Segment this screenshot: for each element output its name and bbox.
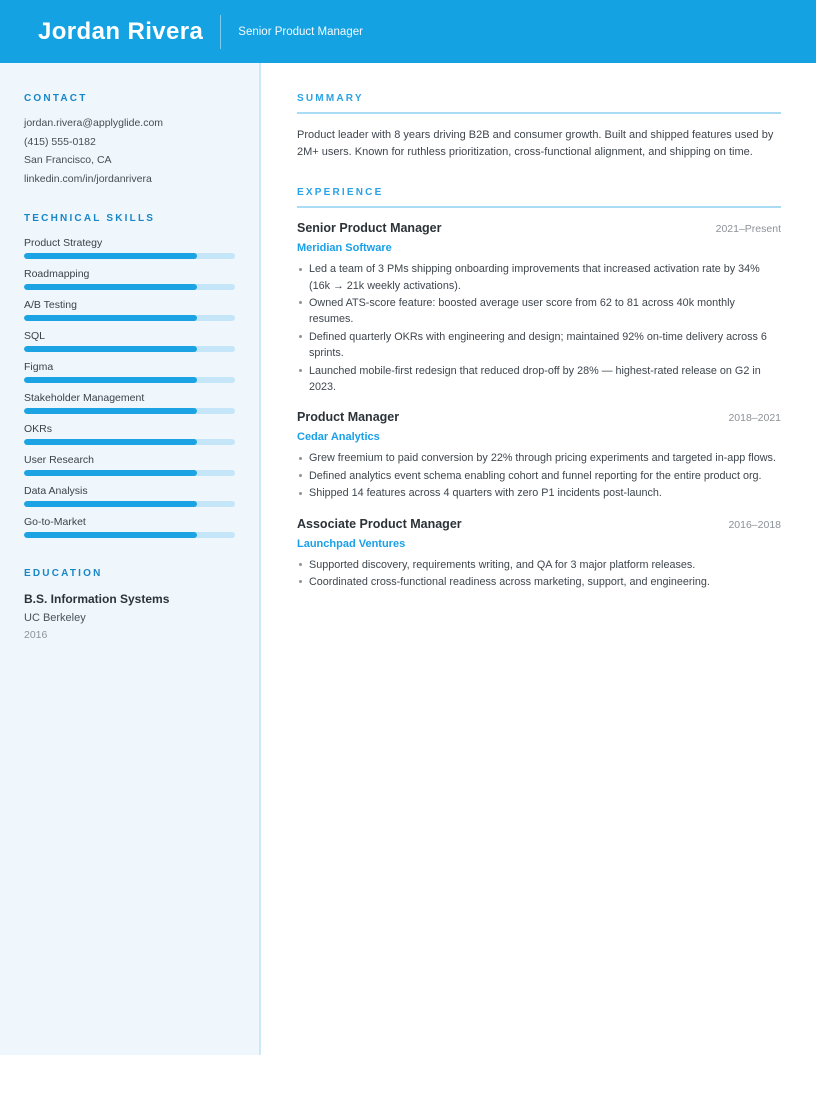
skill-item [24,330,235,352]
job-dates: 2018–2021 [728,412,781,425]
skills-section [24,213,235,538]
job-bullet: Defined quarterly OKRs with engineering and design; maintained 92% on-time delivery across 6 sprints. [297,329,781,362]
skill-item [24,361,235,383]
skill-bar-fill [24,284,197,290]
skill-bar-fill [24,377,197,383]
skill-bar-fill [24,501,197,507]
contact-email: jordan.rivera@applyglide.com [24,117,164,129]
job-title: Senior Product Manager [297,221,442,236]
skill-label: SQL [24,330,46,342]
skill-bar [24,532,235,538]
job-dates: 2021–Present [715,223,781,236]
sidebar [0,63,261,1055]
skill-bar-fill [24,439,197,445]
skill-bar [24,284,235,290]
skill-bar [24,315,235,321]
job-bullet: Coordinated cross-functional readiness across marketing, support, and engineering. [297,574,781,590]
skill-item [24,485,235,507]
skill-item [24,299,235,321]
skill-item [24,423,235,445]
job-dates: 2016–2018 [728,518,781,531]
contact-heading: CONTACT [24,93,88,104]
main-content [261,63,816,605]
content-columns [0,63,816,1055]
skill-label: A/B Testing [24,299,77,311]
job-company: Meridian Software [297,242,392,255]
job-bullet: Launched mobile-first redesign that reduced drop-off by 28% — highest-rated release on G2 in 2023. [297,363,781,396]
job-title: Product Manager [297,410,400,425]
skill-label: Data Analysis [24,485,88,497]
skill-bar-fill [24,346,197,352]
summary-text: Product leader with 8 years driving B2B and consumer growth. Built and shipped features used by 2M+ users. Known for ruthless prioritization, cross-functional alignment, and shipping on time. [297,129,774,159]
skill-bar [24,408,235,414]
skill-bar [24,253,235,259]
skill-label: Product Strategy [24,237,103,249]
skill-item [24,454,235,476]
contact-linkedin: linkedin.com/in/jordanrivera [24,172,152,185]
job-entry [297,221,781,395]
header [0,0,816,63]
skill-item [24,516,235,538]
skill-label: Roadmapping [24,268,90,280]
job-bullet: Owned ATS-score feature: boosted average user score from 62 to 81 across 40k monthly resumes. [297,295,781,328]
person-title: Senior Product Manager [238,25,363,38]
skill-bar-fill [24,315,197,321]
education-section [24,568,235,641]
job-header [297,517,781,531]
job-bullet: Grew freemium to paid conversion by 22% through pricing experiments and targeted in-app flows. [297,450,781,466]
header-divider [220,15,221,49]
summary-heading: SUMMARY [297,93,781,114]
job-bullet: Defined analytics event schema enabling cohort and funnel reporting for the entire product org. [297,468,781,484]
skill-bar-fill [24,470,197,476]
job-company: Launchpad Ventures [297,537,406,550]
job-bullets [297,557,781,591]
job-bullet: Led a team of 3 PMs shipping onboarding improvements that increased activation rate by 34% (16k → 21k weekly activations). [297,261,781,294]
education-heading: EDUCATION [24,568,103,579]
education-degree: B.S. Information Systems [24,592,170,606]
person-name: Jordan Rivera [38,17,204,45]
skill-item [24,392,235,414]
contact-location: San Francisco, CA [24,154,112,166]
job-company: Cedar Analytics [297,431,380,444]
skill-label: Go-to-Market [24,516,86,528]
skill-label: Figma [24,361,54,373]
job-entry [297,517,781,591]
skill-bar [24,439,235,445]
skill-bar-fill [24,408,197,414]
job-header [297,221,781,235]
skill-bar-fill [24,532,197,538]
job-bullet: Shipped 14 features across 4 quarters with zero P1 incidents post-launch. [297,485,781,501]
job-title: Associate Product Manager [297,516,462,531]
education-year: 2016 [24,629,48,641]
job-bullet: Supported discovery, requirements writing, and QA for 3 major platform releases. [297,557,781,573]
skill-label: Stakeholder Management [24,392,145,404]
skill-bar [24,470,235,476]
skill-label: User Research [24,454,95,466]
contact-section [24,93,235,185]
experience-section [297,187,781,590]
skill-bar [24,346,235,352]
skill-item [24,237,235,259]
job-header [297,410,781,424]
skill-item [24,268,235,290]
skill-bar [24,377,235,383]
skills-heading: TECHNICAL SKILLS [24,213,156,224]
education-school: UC Berkeley [24,612,86,624]
job-bullets [297,450,781,501]
skill-label: OKRs [24,423,53,435]
summary-section [297,93,781,161]
skill-bar-fill [24,253,197,259]
skill-bar [24,501,235,507]
contact-phone: (415) 555-0182 [24,135,96,148]
job-entry [297,410,781,501]
experience-heading: EXPERIENCE [297,187,781,208]
job-bullets [297,261,781,395]
